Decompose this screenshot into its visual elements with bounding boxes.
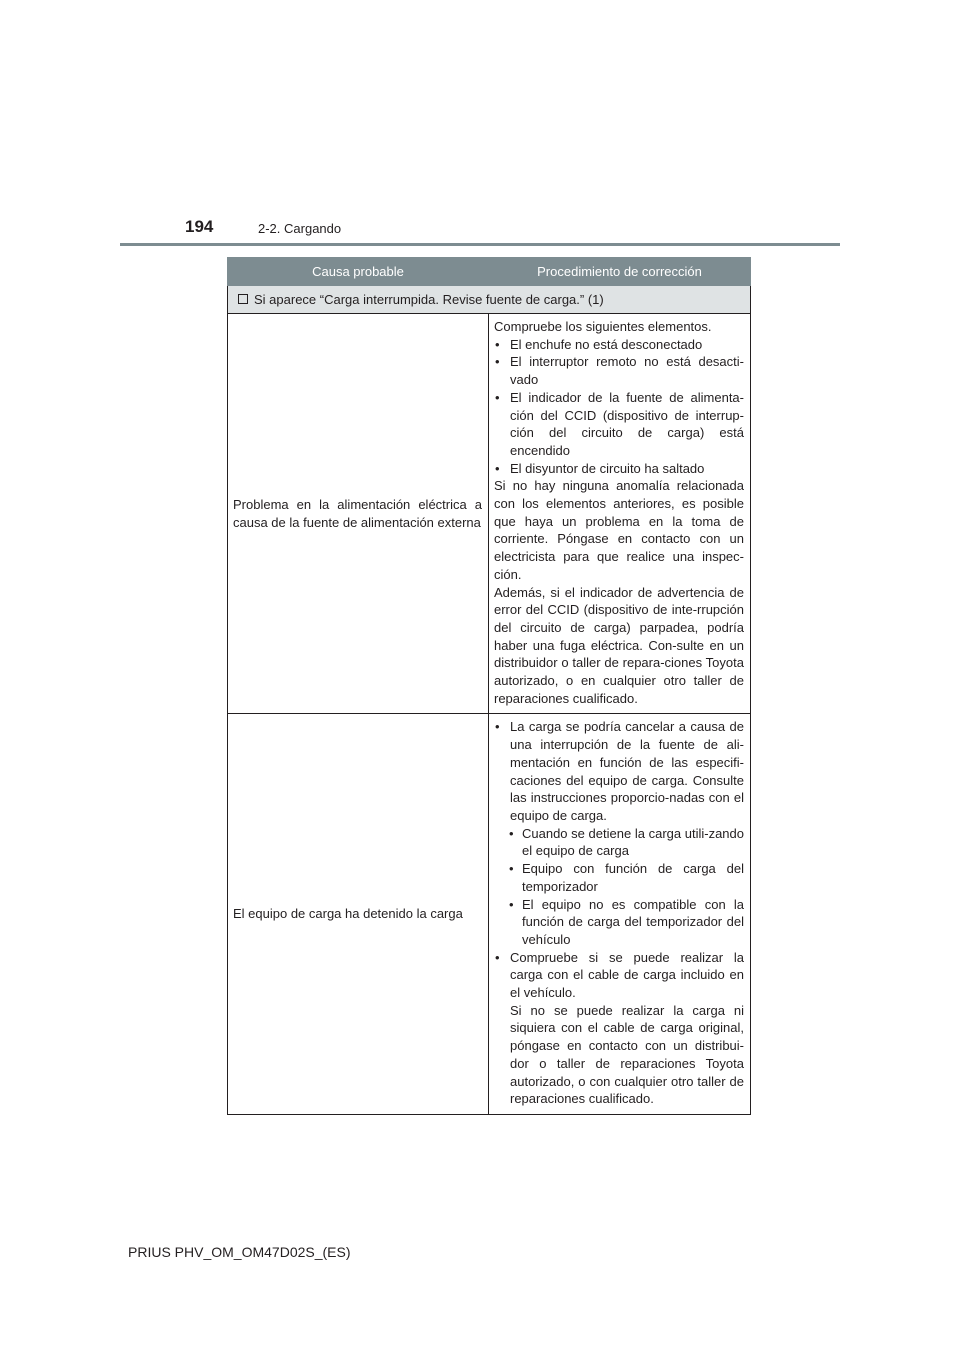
sub-list-item-text: Cuando se detiene la carga utili-zando el equipo de carga xyxy=(522,825,744,859)
troubleshooting-table xyxy=(227,257,751,1115)
column-header-cause: Causa probable xyxy=(228,258,489,286)
procedure-cell xyxy=(489,714,751,1114)
sub-list-item-text: Equipo con función de carga del temporizador xyxy=(522,861,744,894)
table-row xyxy=(228,314,751,714)
list-item-text: La carga se podría cancelar a causa de una interrupción de la fuente de ali-mentación en función de las especifi-caciones del equipo de carga. Consulte las instrucciones proporcio-nadas con el equipo de carga. xyxy=(510,719,744,823)
list-item xyxy=(494,460,744,478)
bullet-icon: • xyxy=(495,336,500,352)
list-item xyxy=(494,718,744,824)
cause-cell xyxy=(228,714,489,1114)
bullet-icon: • xyxy=(495,719,500,735)
page-number: 194 xyxy=(185,217,214,236)
sub-list-item xyxy=(494,860,744,895)
list-item-text: El enchufe no está desconectado xyxy=(510,336,703,352)
document-code: PRIUS PHV_OM_OM47D02S_(ES) xyxy=(128,1244,351,1260)
list-item-text: El indicador de la fuente de alimenta-ción del CCID (dispositivo de interrup-ción del circuito de carga) está encendido xyxy=(510,389,744,458)
table-subheading-cell xyxy=(228,286,751,314)
procedure-paragraph: Además, si el indicador de advertencia de error del CCID (dispositivo de inte-rrupción del circuito de carga) parpadea, podría haber una fuga eléctrica. Con-sulte en un distribuidor o taller de repara-ciones Toyota autorizado, o en cualquier otro taller de reparaciones cualificado. xyxy=(494,584,744,706)
cause-text: Problema en la alimentación eléctrica a causa de la fuente de alimentación externa xyxy=(233,497,482,530)
bullet-icon: • xyxy=(509,861,514,877)
bullet-icon: • xyxy=(495,460,500,476)
sub-list-item xyxy=(494,825,744,860)
sub-list-item-text: El equipo no es compatible con la función de carga del temporizador del vehículo xyxy=(522,896,744,947)
table-subheading-row xyxy=(228,286,751,314)
bullet-icon: • xyxy=(495,389,500,405)
sub-list-item xyxy=(494,896,744,949)
list-item-continuation: Si no se puede realizar la carga ni siquiera con el cable de carga original, póngase en contacto con un distribui-dor o taller de reparaciones Toyota autorizado, o con cualquier otro taller de reparaciones cualificado. xyxy=(510,1002,744,1107)
table-subheading: Si aparece “Carga interrumpida. Revise fuente de carga.” (1) xyxy=(254,291,604,307)
table-row xyxy=(228,714,751,1114)
cause-cell xyxy=(228,314,489,714)
bullet-icon: • xyxy=(509,896,514,912)
list-item xyxy=(494,336,744,354)
list-item xyxy=(494,949,744,1002)
procedure-intro: Compruebe los siguientes elementos. xyxy=(494,319,712,334)
procedure-cell xyxy=(489,314,751,714)
table-header-row xyxy=(228,258,751,286)
cause-text: El equipo de carga ha detenido la carga xyxy=(233,906,463,922)
list-item-text: Compruebe si se puede realizar la carga con el cable de carga incluido en el vehículo. xyxy=(510,949,744,1001)
section-title: 2-2. Cargando xyxy=(258,221,342,236)
column-header-procedure: Procedimiento de corrección xyxy=(489,258,751,286)
header-divider xyxy=(120,243,840,246)
checkbox-icon xyxy=(238,294,248,304)
bullet-icon: • xyxy=(495,949,500,965)
list-item-text: El disyuntor de circuito ha saltado xyxy=(510,460,705,476)
list-item xyxy=(494,353,744,388)
procedure-paragraph: Si no hay ninguna anomalía relacionada con los elementos anteriores, es posible que haya un problema en la toma de corriente. Póngase en contacto con un electricista para que realice una inspec-ción. xyxy=(494,478,744,582)
bullet-icon: • xyxy=(509,825,514,841)
list-item xyxy=(494,389,744,460)
list-item-text: El interruptor remoto no está desacti-vado xyxy=(510,354,744,388)
bullet-icon: • xyxy=(495,354,500,370)
